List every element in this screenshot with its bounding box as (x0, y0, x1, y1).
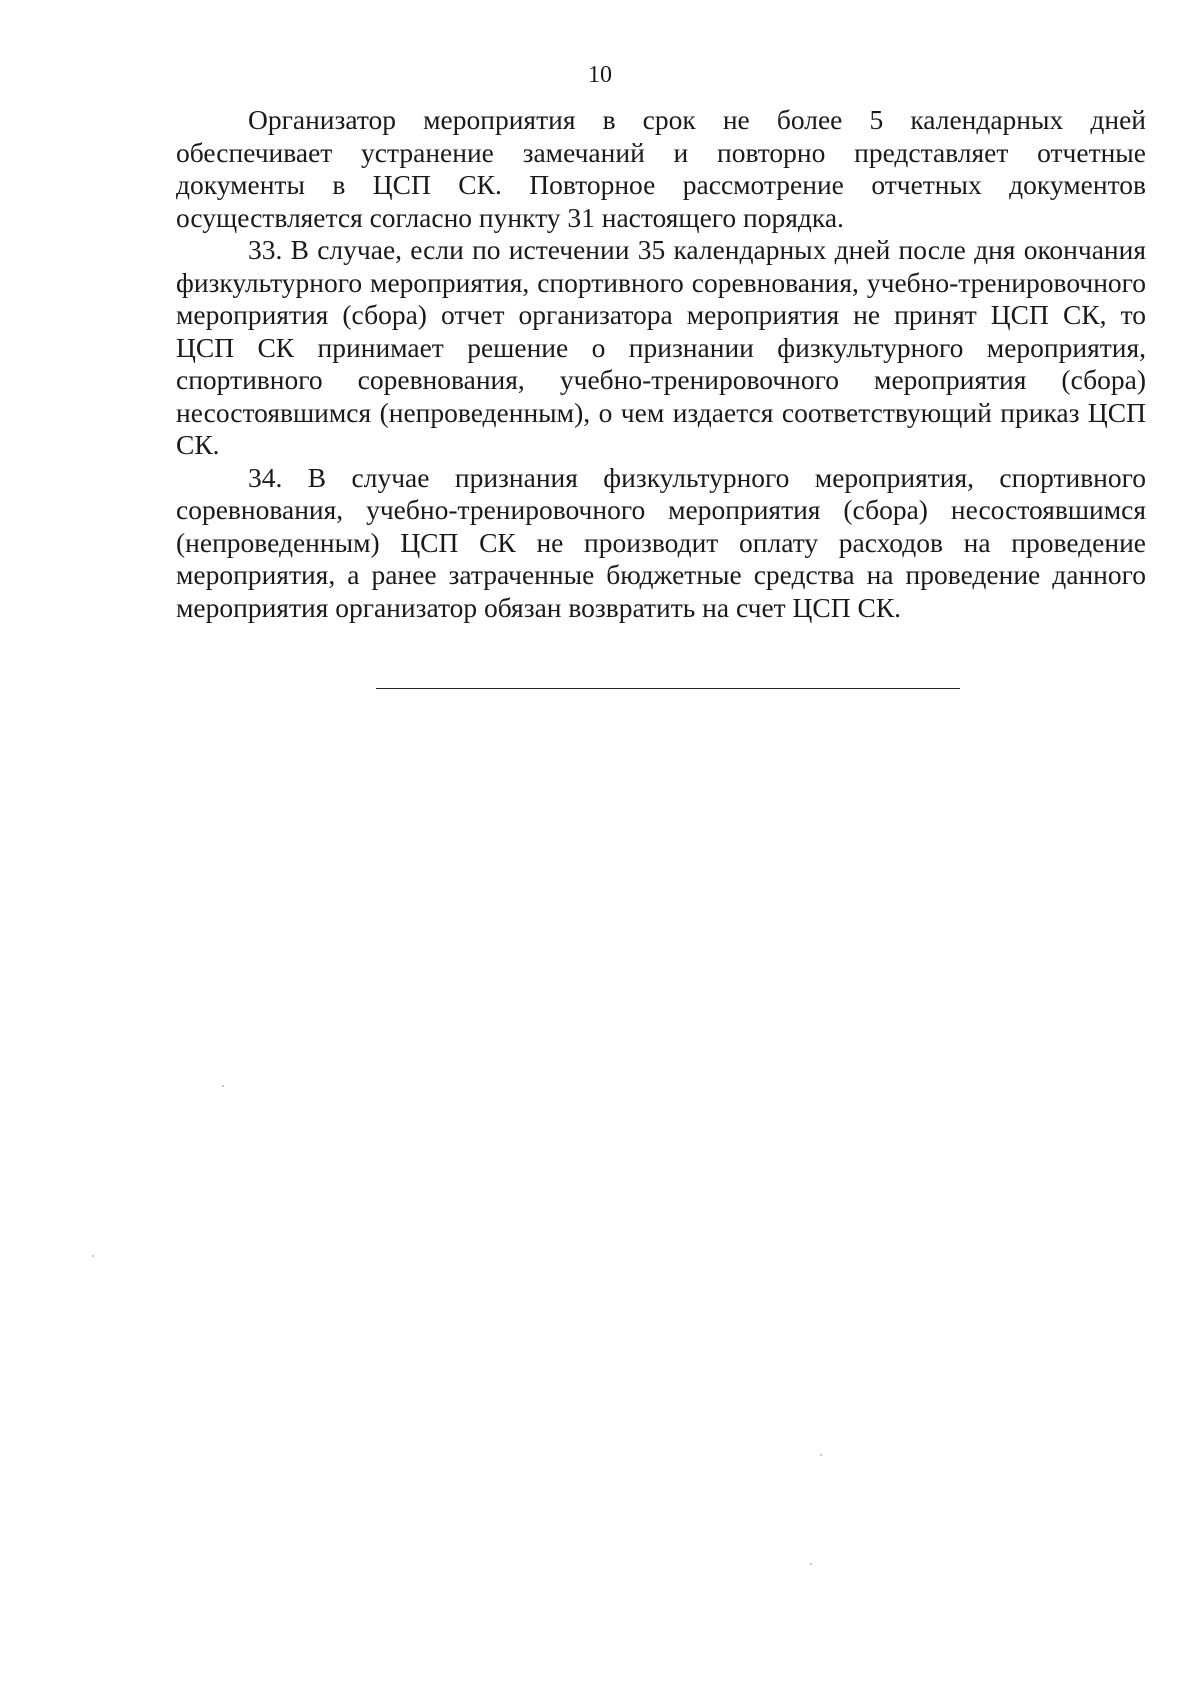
scan-speck (810, 1563, 812, 1565)
page-number: 10 (588, 62, 612, 88)
scan-speck (222, 1085, 224, 1087)
paragraph-33: 33. В случае, если по истечении 35 календарных дней после дня окончания физкультурного мероприятия, спортивного соревнования, учебно-тренировочного мероприятия (сбора) отчет организатора мероприятия не принят ЦСП СК, то ЦСП СК принимает решение о признании физкультурного мероприятия, спортивного соревнования, учебно-тренировочного мероприятия (сбора) несостоявшимся (непроведенным), о чем издается соответствующий приказ ЦСП СК. (176, 234, 1146, 460)
paragraph-organizer-corrections: Организатор мероприятия в срок не более 5 календарных дней обеспечивает устранение замечаний и повторно представляет отчетные документы в ЦСП СК. Повторное рассмотрение отчетных документов осуществляется согласно пункту 31 настоящего порядка. (176, 104, 1146, 233)
paragraph-34: 34. В случае признания физкультурного мероприятия, спортивного соревнования, учебно-тренировочного мероприятия (сбора) несостоявшимся (непроведенным) ЦСП СК не производит оплату расходов на проведение мероприятия, а ранее затраченные бюджетные средства на проведение данного мероприятия организатор обязан возвратить на счет ЦСП СК. (176, 461, 1146, 623)
scan-speck (820, 1454, 822, 1456)
end-of-text-rule (376, 688, 960, 689)
document-body (176, 104, 1146, 624)
scan-speck (92, 1255, 94, 1257)
